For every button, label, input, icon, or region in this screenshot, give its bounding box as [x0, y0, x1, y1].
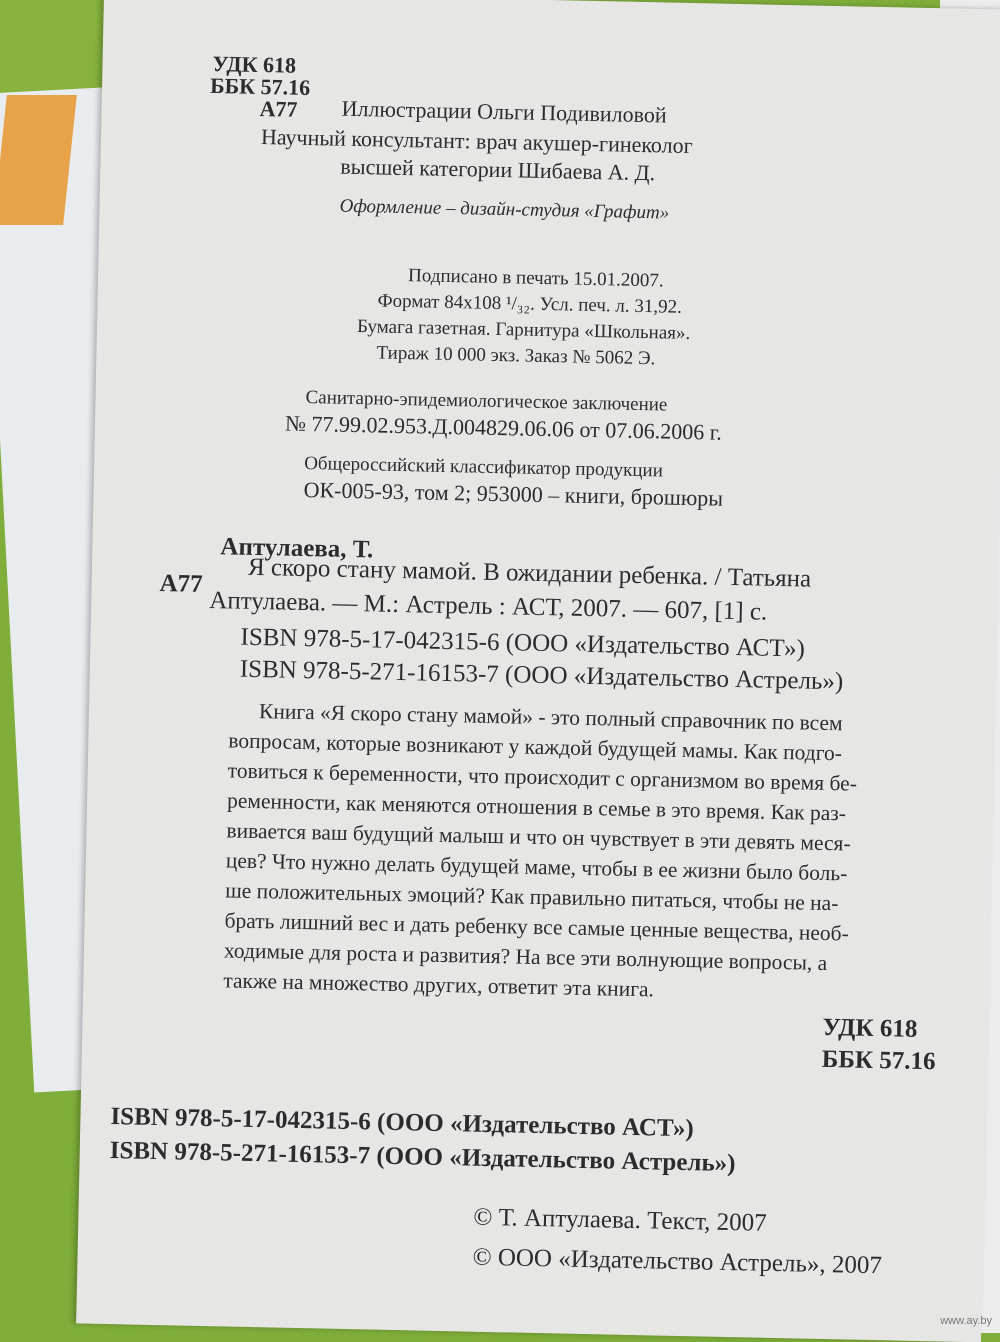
- author-mark: А77: [259, 95, 298, 122]
- annotation-line: вивается ваш будущий малыш и что он чувствует в эти девять меся-: [226, 818, 851, 856]
- annotation-line: товиться к беременности, что происходит с организмом во время бе-: [227, 758, 858, 796]
- isbn-ast: ISBN 978-5-17-042315-6 (ООО «Издательство АСТ»): [110, 1103, 695, 1143]
- catalog-code: А77: [159, 569, 203, 598]
- consultant-line-2: высшей категории Шибаева А. Д.: [340, 153, 656, 186]
- classifier-line-2: ОК-005-93, том 2; 953000 – книги, брошюры: [303, 476, 724, 511]
- bbk-code: ББК 57.16: [209, 72, 311, 101]
- catalog-isbn-1: ISBN 978-5-17-042315-6 (ООО «Издательство АСТ»): [240, 623, 806, 663]
- bbk-code-bottom: ББК 57.16: [821, 1045, 936, 1076]
- annotation-line: цев? Что нужно делать будущей маме, чтобы в ее жизни было боль-: [225, 848, 848, 886]
- udk-code-bottom: УДК 618: [822, 1013, 918, 1043]
- sanitary-line-2: № 77.99.02.953.Д.004829.06.06 от 07.06.2006 г.: [284, 410, 723, 445]
- copyright-publisher: © ООО «Издательство Астрель», 2007: [472, 1243, 883, 1280]
- book-page: [76, 0, 1000, 1342]
- paper-info: Бумага газетная. Гарнитура «Школьная».: [356, 316, 691, 345]
- catalog-isbn-2: ISBN 978-5-271-16153-7 (ООО «Издательство Астрель»): [239, 655, 844, 696]
- annotation-line: ременности, как меняются отношения в семье в это время. Как раз-: [226, 788, 847, 826]
- catalog-title-line-2: Аптулаева. — М.: Астрель : АСТ, 2007. — 607, [1] с.: [209, 587, 768, 626]
- annotation-line: ше положительных эмоций? Как правильно питаться, чтобы не на-: [224, 878, 839, 916]
- annotation-line: Книга «Я скоро стану мамой» - это полный справочник по всем: [258, 699, 843, 736]
- annotation-line: вопросам, которые возникают у каждой будущей мамы. Как подго-: [228, 728, 843, 766]
- sanitary-line-1: Санитарно-эпидемиологическое заключение: [305, 386, 668, 416]
- catalog-author: Аптулаева, Т.: [220, 533, 374, 564]
- design-credit: Оформление – дизайн-студия «Графит»: [339, 195, 670, 224]
- catalog-title-line-1: Я скоро стану мамой. В ожидании ребенка. / Татьяна: [247, 553, 812, 593]
- run-info: Тираж 10 000 экз. Заказ № 5062 Э.: [376, 342, 656, 370]
- copyright-author: © Т. Аптулаева. Текст, 2007: [473, 1203, 767, 1237]
- annotation-line: брать лишний вес и дать ребенку все самые ценные вещества, необ-: [224, 908, 850, 946]
- consultant-line-1: Научный консультант: врач акушер-гинеколог: [260, 123, 693, 159]
- format-info: Формат 84х108 ¹/₃₂. Усл. печ. л. 31,92.: [377, 290, 683, 318]
- isbn-astrel: ISBN 978-5-271-16153-7 (ООО «Издательство Астрель»): [109, 1137, 736, 1178]
- annotation-line: также на множество других, ответит эта книга.: [223, 968, 655, 1002]
- signed-date: Подписано в печать 15.01.2007.: [407, 265, 664, 292]
- classifier-line-1: Общероссийский классификатор продукции: [303, 452, 664, 482]
- illustrations-credit: Иллюстрации Ольги Подивиловой: [341, 95, 667, 128]
- annotation-line: ходимые для роста и развития? На все эти волнующие вопросы, а: [223, 938, 828, 976]
- udk-code: УДК 618: [212, 50, 297, 78]
- watermark: www.ay.by: [940, 1315, 992, 1327]
